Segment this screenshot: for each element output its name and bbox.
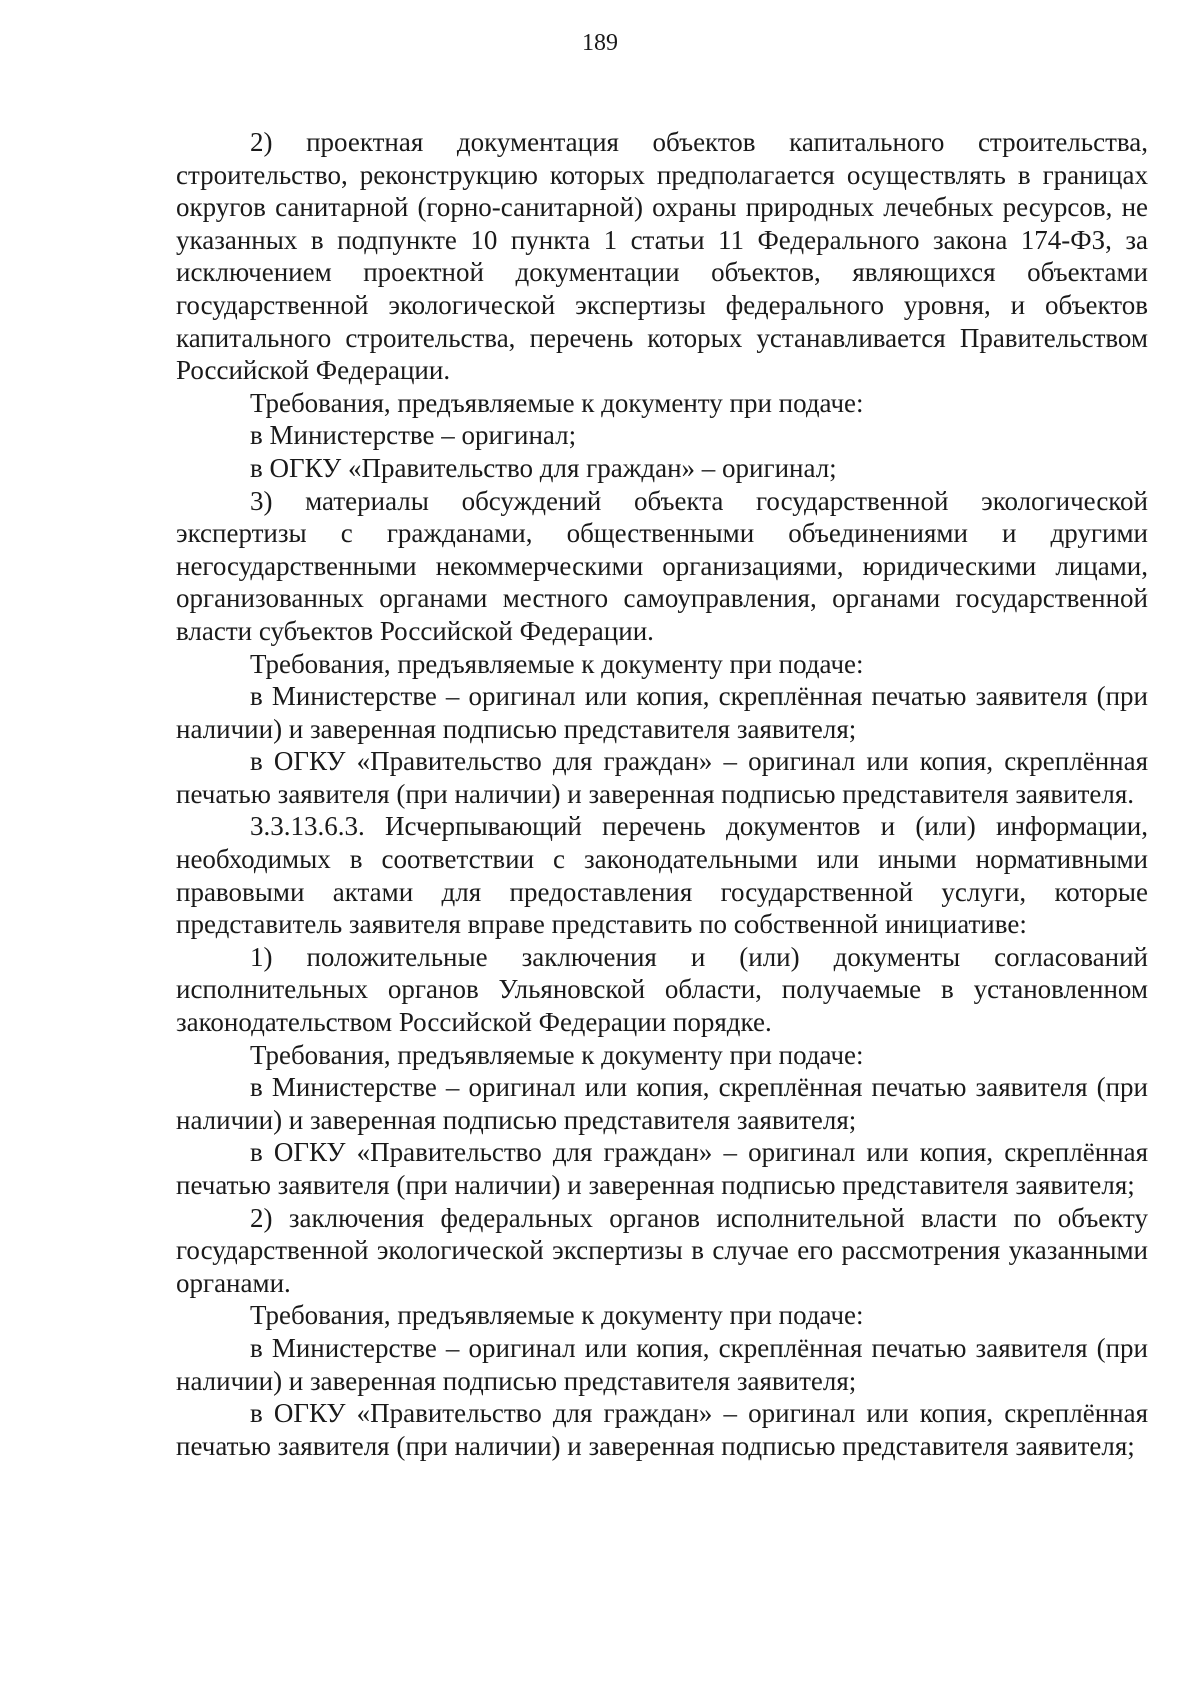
paragraph-ministry-2: в Министерстве – оригинал или копия, скреплённая печатью заявителя (при наличии) и заверенная подписью представителя заявителя; <box>176 681 1148 744</box>
paragraph-ogku-3: в ОГКУ «Правительство для граждан» – оригинал или копия, скреплённая печатью заявителя (при наличии) и заверенная подписью представителя заявителя; <box>176 1137 1148 1200</box>
paragraph-requirements-2: Требования, предъявляемые к документу при подаче: <box>250 648 864 679</box>
paragraph-ogku-2: в ОГКУ «Правительство для граждан» – оригинал или копия, скреплённая печатью заявителя (при наличии) и заверенная подписью представителя заявителя. <box>176 746 1148 809</box>
paragraph-requirements-1: Требования, предъявляемые к документу при подаче: <box>250 387 864 418</box>
paragraph-requirements-4: Требования, предъявляемые к документу при подаче: <box>250 1300 864 1331</box>
paragraph-ministry-4: в Министерстве – оригинал или копия, скреплённая печатью заявителя (при наличии) и заверенная подписью представителя заявителя; <box>176 1332 1148 1396</box>
paragraph-ministry-3: в Министерстве – оригинал или копия, скреплённая печатью заявителя (при наличии) и заверенная подписью представителя заявителя; <box>176 1072 1148 1135</box>
paragraph-item-2-project-documentation: 2) проектная документация объектов капитального строительства, строительство, реконструкцию которых предполагается осуществлять в границах округов санитарной (горно-санитарной) охраны природных лечебных ресурсов, не указанных в подпункте 10 пункта 1 статьи 11 Федерального закона 174-ФЗ, за исключением проектной документации объектов, являющихся объектами государственной экологической экспертизы федерального уровня, и объектов капитального строительства, перечень которых устанавливается Правительством Российской Федерации. <box>176 127 1148 386</box>
paragraph-ogku-4: в ОГКУ «Правительство для граждан» – оригинал или копия, скреплённая печатью заявителя (при наличии) и заверенная подписью представителя заявителя; <box>176 1398 1148 1461</box>
document-body <box>176 126 1148 1462</box>
paragraph-ministry-1: в Министерстве – оригинал; <box>250 420 577 451</box>
paragraph-section-3-3-13-6-3: 3.3.13.6.3. Исчерпывающий перечень документов и (или) информации, необходимых в соответствии с законодательными или иными нормативными правовыми актами для предоставления государственной услуги, которые представитель заявителя вправе представить по собственной инициативе: <box>176 811 1148 940</box>
paragraph-item-2-federal-conclusions: 2) заключения федеральных органов исполнительной власти по объекту государственной экологической экспертизы в случае его рассмотрения указанными органами. <box>176 1202 1148 1298</box>
paragraph-item-3-materials: 3) материалы обсуждений объекта государственной экологической экспертизы с гражданами, общественными объединениями и другими негосударственными некоммерческими организациями, юридическими лицами, организованных органами местного самоуправления, органами государственной власти субъектов Российской Федерации. <box>176 485 1148 646</box>
page-number: 189 <box>582 30 618 56</box>
paragraph-item-1-conclusions: 1) положительные заключения и (или) документы согласований исполнительных органов Ульяновской области, получаемые в установленном законодательством Российской Федерации порядке. <box>176 941 1148 1038</box>
paragraph-requirements-3: Требования, предъявляемые к документу при подаче: <box>250 1039 864 1070</box>
paragraph-ogku-1: в ОГКУ «Правительство для граждан» – оригинал; <box>250 452 837 483</box>
